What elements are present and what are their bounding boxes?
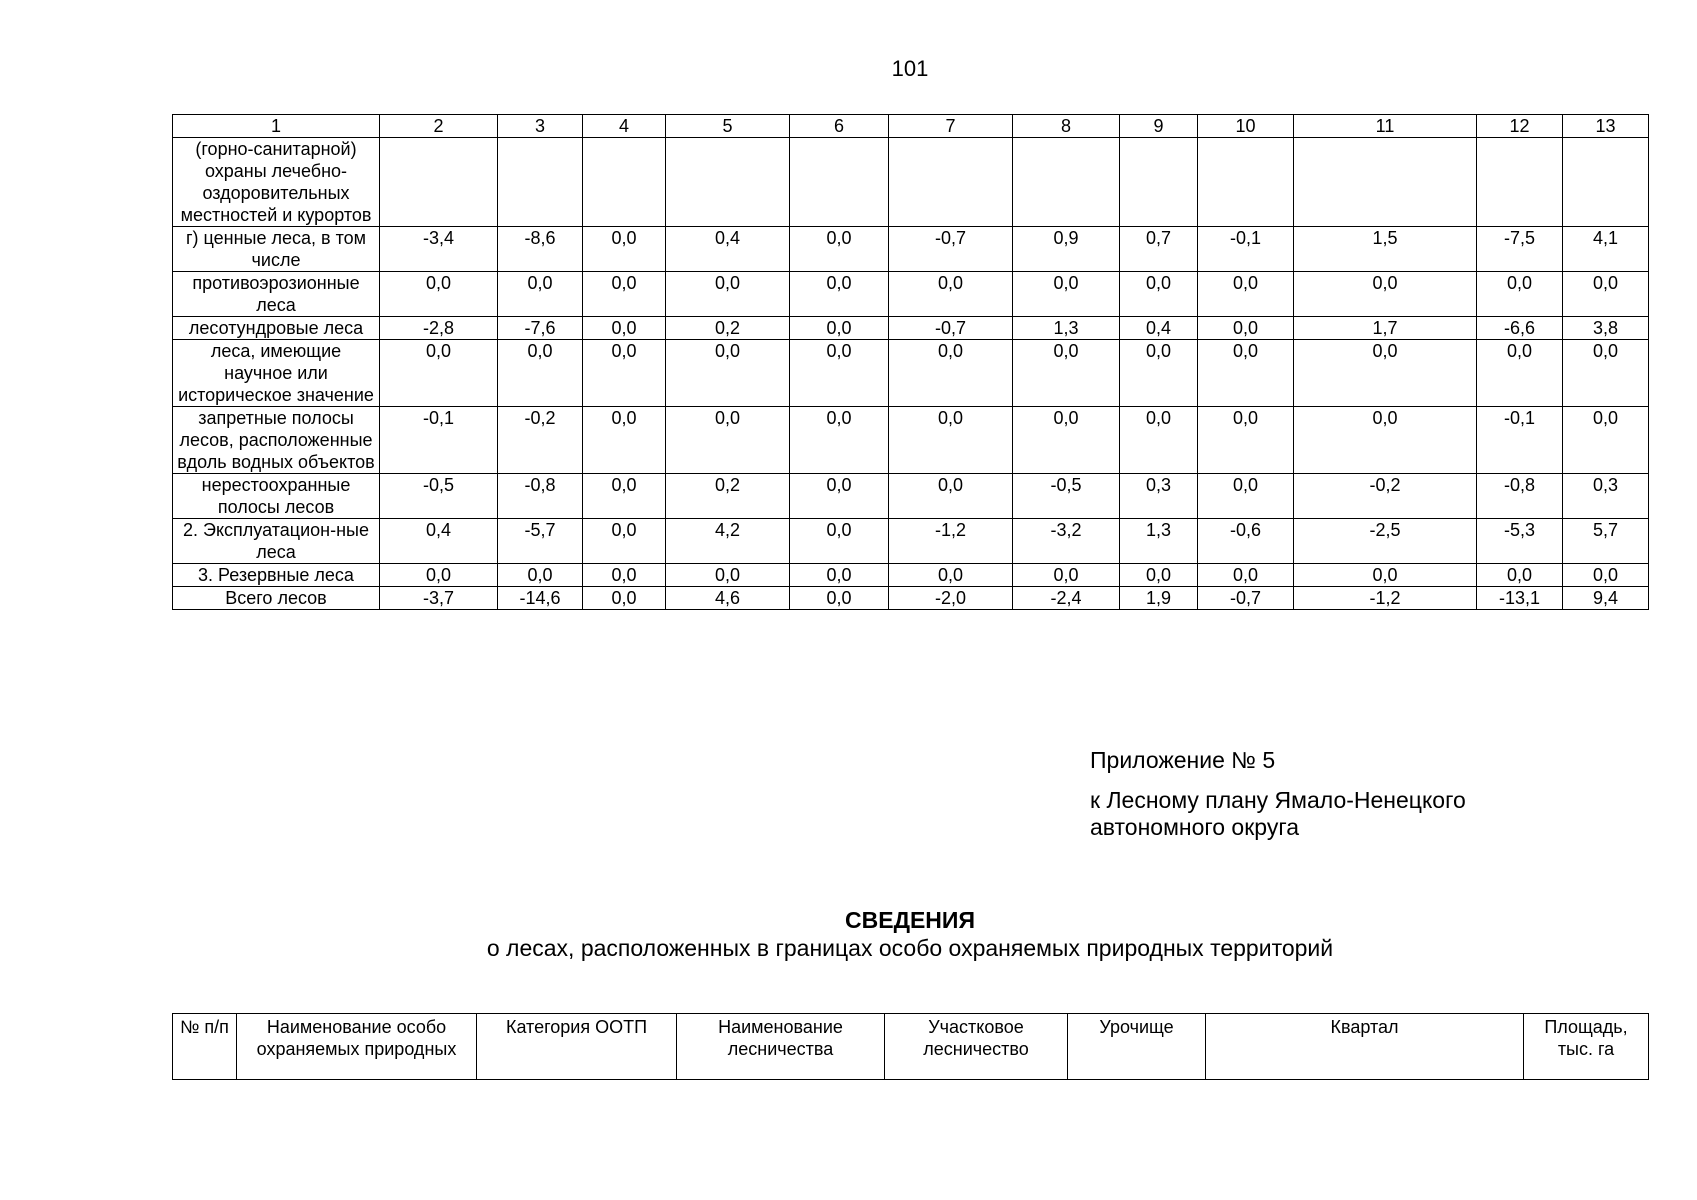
table-cell: 0,0	[666, 340, 790, 407]
table-cell: 0,0	[1013, 272, 1120, 317]
section-heading: СВЕДЕНИЯ	[845, 907, 975, 933]
table-cell: 0,0	[790, 564, 889, 587]
table-cell: -0,7	[1198, 587, 1294, 610]
table-cell: 4,6	[666, 587, 790, 610]
appendix-line: к Лесному плану Ямало-Ненецкого	[1090, 787, 1466, 813]
table-cell: 0,0	[1120, 407, 1198, 474]
table-cell	[889, 138, 1013, 227]
table-cell: 5,7	[1563, 519, 1649, 564]
table-row	[173, 340, 1649, 407]
table-cell: 0,0	[1294, 340, 1477, 407]
table-cell: 0,0	[790, 317, 889, 340]
table-cell: 0,0	[889, 272, 1013, 317]
column-header: 4	[583, 115, 666, 138]
table-cell: 0,0	[790, 227, 889, 272]
column-header: Квартал	[1206, 1014, 1524, 1080]
table-cell: 0,0	[1013, 340, 1120, 407]
table-cell: -14,6	[498, 587, 583, 610]
row-label: леса, имеющие научное или историческое значение	[173, 340, 380, 407]
table-cell: 1,3	[1013, 317, 1120, 340]
table-cell: -0,1	[380, 407, 498, 474]
table-cell: 0,0	[889, 474, 1013, 519]
column-header: 9	[1120, 115, 1198, 138]
column-header: 3	[498, 115, 583, 138]
table-cell: 0,4	[1120, 317, 1198, 340]
row-label: нерестоохранные полосы лесов	[173, 474, 380, 519]
table-cell	[380, 138, 498, 227]
table-cell: 0,0	[1563, 340, 1649, 407]
table-cell: -6,6	[1477, 317, 1563, 340]
column-header: 11	[1294, 115, 1477, 138]
appendix-note	[1090, 747, 1466, 841]
table-cell: -0,2	[1294, 474, 1477, 519]
table-cell: 0,2	[666, 317, 790, 340]
table-cell: 9,4	[1563, 587, 1649, 610]
table-cell: 0,0	[1013, 564, 1120, 587]
table-cell: 0,0	[1563, 272, 1649, 317]
forest-change-table	[172, 114, 1649, 610]
page-number: 101	[891, 56, 929, 81]
table-cell: 0,0	[889, 407, 1013, 474]
table-cell: 0,3	[1120, 474, 1198, 519]
column-header: № п/п	[173, 1014, 237, 1080]
table-cell: 0,0	[1477, 340, 1563, 407]
table-cell: 0,0	[1198, 340, 1294, 407]
row-label: г) ценные леса, в том числе	[173, 227, 380, 272]
table-cell: -0,8	[1477, 474, 1563, 519]
table-row	[173, 474, 1649, 519]
table-row	[173, 317, 1649, 340]
table-cell: 0,0	[1120, 272, 1198, 317]
table-cell	[1294, 138, 1477, 227]
table-cell	[1477, 138, 1563, 227]
table-cell: 0,0	[498, 272, 583, 317]
table-cell: -0,7	[889, 317, 1013, 340]
table-cell: 0,0	[583, 474, 666, 519]
row-label: 2. Эксплуатацион-ные леса	[173, 519, 380, 564]
table-cell	[666, 138, 790, 227]
column-header: 5	[666, 115, 790, 138]
table-row	[173, 138, 1649, 227]
table-cell: 1,9	[1120, 587, 1198, 610]
table-cell: 0,0	[1294, 564, 1477, 587]
table-cell: -1,2	[889, 519, 1013, 564]
table-cell: 0,0	[1477, 272, 1563, 317]
table-cell: 0,0	[790, 519, 889, 564]
protected-areas-table	[172, 1013, 1649, 1080]
table-cell: -8,6	[498, 227, 583, 272]
table-cell: 0,0	[790, 587, 889, 610]
table-cell: -0,2	[498, 407, 583, 474]
table-header-row	[173, 115, 1649, 138]
table-cell: 0,0	[583, 587, 666, 610]
column-header: Урочище	[1068, 1014, 1206, 1080]
table-cell: 1,7	[1294, 317, 1477, 340]
appendix-number: Приложение № 5	[1090, 747, 1276, 773]
row-label: запретные полосы лесов, расположенные вдоль водных объектов	[173, 407, 380, 474]
section-title	[0, 906, 1697, 962]
table-cell: -0,7	[889, 227, 1013, 272]
table-cell: -7,5	[1477, 227, 1563, 272]
table-cell	[1198, 138, 1294, 227]
table-cell: 0,9	[1013, 227, 1120, 272]
table-cell: -5,3	[1477, 519, 1563, 564]
table-cell: -2,5	[1294, 519, 1477, 564]
table-cell: -0,8	[498, 474, 583, 519]
table-cell: 0,0	[1198, 317, 1294, 340]
table-cell: 0,0	[666, 407, 790, 474]
table-cell: -2,4	[1013, 587, 1120, 610]
table-cell: -7,6	[498, 317, 583, 340]
table-cell: 0,0	[583, 340, 666, 407]
table-cell: -0,1	[1198, 227, 1294, 272]
table-cell: -5,7	[498, 519, 583, 564]
section-subheading: о лесах, расположенных в границах особо охраняемых природных территорий	[486, 935, 1334, 961]
table-cell: 0,0	[1120, 340, 1198, 407]
table-cell: 0,0	[583, 407, 666, 474]
table-cell: 0,0	[1294, 272, 1477, 317]
column-header: 1	[173, 115, 380, 138]
table-cell: 0,0	[1563, 407, 1649, 474]
table-cell: -3,4	[380, 227, 498, 272]
column-header: 2	[380, 115, 498, 138]
table-cell: 0,0	[889, 340, 1013, 407]
table-cell: -3,2	[1013, 519, 1120, 564]
table-cell: -0,1	[1477, 407, 1563, 474]
table-cell: 0,2	[666, 474, 790, 519]
table-cell: -13,1	[1477, 587, 1563, 610]
table-cell: 0,0	[1563, 564, 1649, 587]
row-label: (горно-санитарной) охраны лечебно-оздоровительных местностей и курортов	[173, 138, 380, 227]
table-cell: 0,0	[790, 340, 889, 407]
table-cell: 4,1	[1563, 227, 1649, 272]
table-cell: 1,3	[1120, 519, 1198, 564]
table-cell	[1563, 138, 1649, 227]
table-cell: 0,0	[380, 272, 498, 317]
column-header: Участковое лесничество	[885, 1014, 1068, 1080]
table-cell	[1013, 138, 1120, 227]
table-cell: 0,4	[380, 519, 498, 564]
row-label: противоэрозионные леса	[173, 272, 380, 317]
table-cell: 0,0	[1198, 564, 1294, 587]
table-cell: -0,6	[1198, 519, 1294, 564]
table-cell: 0,4	[666, 227, 790, 272]
table-cell: -0,5	[380, 474, 498, 519]
table-cell: 0,0	[380, 340, 498, 407]
table-cell	[583, 138, 666, 227]
table-row	[173, 519, 1649, 564]
table-cell: 0,0	[889, 564, 1013, 587]
column-header: Площадь, тыс. га	[1524, 1014, 1649, 1080]
column-header: Категория ООТП	[477, 1014, 677, 1080]
table-cell: -2,0	[889, 587, 1013, 610]
table-cell: 0,0	[1198, 474, 1294, 519]
table-row	[173, 407, 1649, 474]
table-cell: 0,0	[1013, 407, 1120, 474]
column-header: Наименование лесничества	[677, 1014, 885, 1080]
table-cell	[790, 138, 889, 227]
table-cell: 0,7	[1120, 227, 1198, 272]
table-cell: 0,0	[583, 519, 666, 564]
table-cell: 0,0	[498, 564, 583, 587]
table-cell: -1,2	[1294, 587, 1477, 610]
table-cell: 0,0	[666, 564, 790, 587]
column-header: Наименование особо охраняемых природных	[237, 1014, 477, 1080]
table-cell: 3,8	[1563, 317, 1649, 340]
table-cell: 0,0	[583, 272, 666, 317]
column-header: 8	[1013, 115, 1120, 138]
row-label: лесотундровые леса	[173, 317, 380, 340]
column-header: 6	[790, 115, 889, 138]
table-row	[173, 227, 1649, 272]
table-cell: 0,0	[583, 227, 666, 272]
column-header: 12	[1477, 115, 1563, 138]
row-label: Всего лесов	[173, 587, 380, 610]
table-cell: 0,0	[1477, 564, 1563, 587]
table-cell: 0,0	[790, 272, 889, 317]
table-cell: 4,2	[666, 519, 790, 564]
table-cell	[498, 138, 583, 227]
table-cell: 0,0	[666, 272, 790, 317]
appendix-line: автономного округа	[1090, 814, 1299, 840]
table-cell: 0,0	[583, 317, 666, 340]
table-cell: 0,0	[1120, 564, 1198, 587]
row-label: 3. Резервные леса	[173, 564, 380, 587]
table-header-row	[173, 1014, 1649, 1080]
column-header: 10	[1198, 115, 1294, 138]
table-cell	[1120, 138, 1198, 227]
table-cell: 0,3	[1563, 474, 1649, 519]
table-cell: 0,0	[790, 474, 889, 519]
table-row	[173, 564, 1649, 587]
table-cell: -0,5	[1013, 474, 1120, 519]
table-cell: 0,0	[1198, 272, 1294, 317]
column-header: 13	[1563, 115, 1649, 138]
table-cell: 0,0	[1198, 407, 1294, 474]
table-cell: -2,8	[380, 317, 498, 340]
table-cell: 0,0	[583, 564, 666, 587]
table-cell: 0,0	[1294, 407, 1477, 474]
table-cell: 0,0	[790, 407, 889, 474]
table-row	[173, 587, 1649, 610]
table-cell: 1,5	[1294, 227, 1477, 272]
column-header: 7	[889, 115, 1013, 138]
table-cell: 0,0	[380, 564, 498, 587]
table-cell: 0,0	[498, 340, 583, 407]
table-cell: -3,7	[380, 587, 498, 610]
table-row	[173, 272, 1649, 317]
